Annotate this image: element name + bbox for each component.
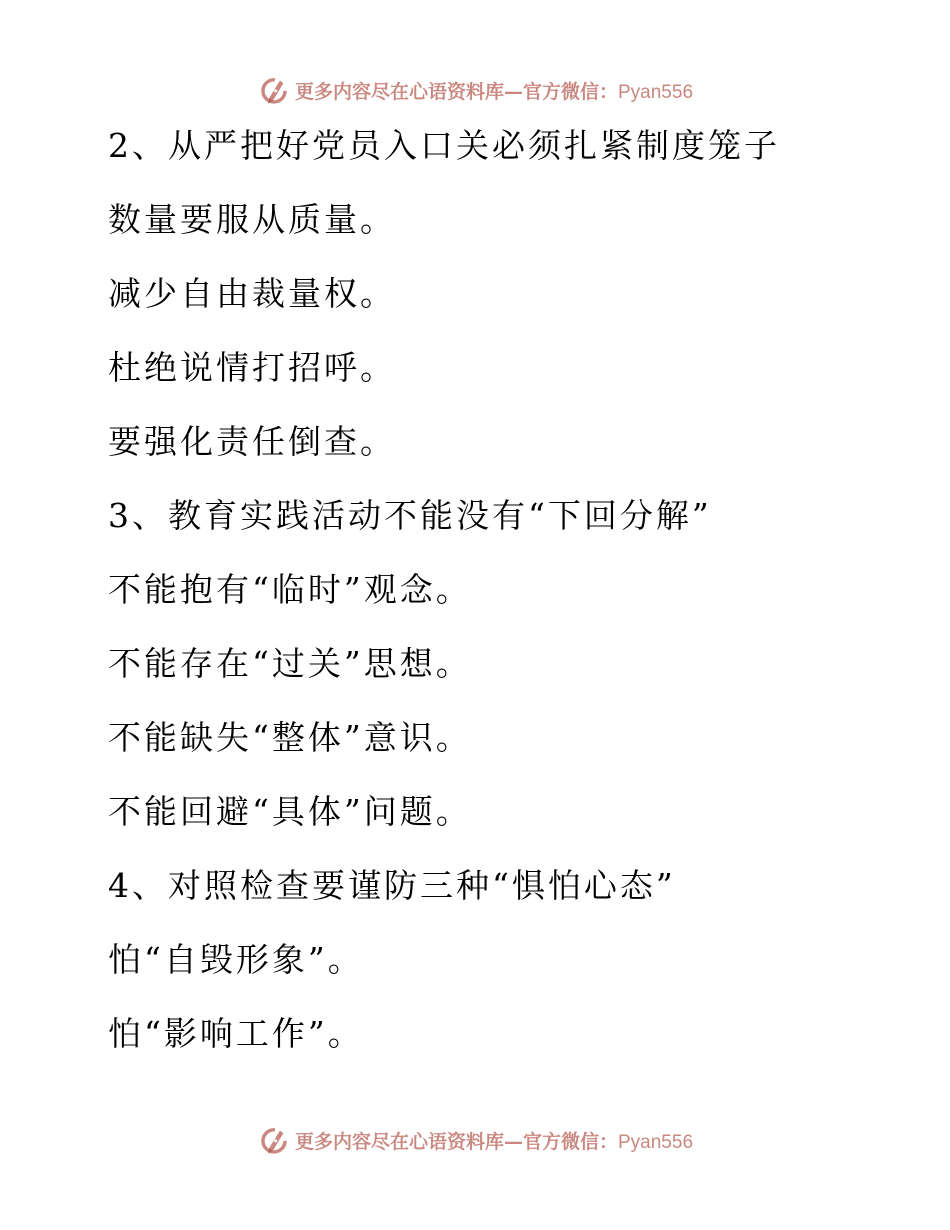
- text-line: 不能存在“过关”思想。: [108, 644, 472, 683]
- watermark-text: 更多内容尽在心语资料库—官方微信：Pyan556: [294, 1130, 694, 1153]
- footer-watermark-banner: [0, 1120, 950, 1160]
- heading-4: 4、对照检查要谨防三种“惧怕心态”: [108, 866, 676, 905]
- document-body: [108, 118, 908, 1080]
- text-line: 怕“影响工作”。: [108, 1014, 364, 1053]
- text-line: 不能抱有“临时”观念。: [108, 570, 472, 609]
- header-watermark-banner: [0, 70, 950, 110]
- watermark-text: 更多内容尽在心语资料库—官方微信：Pyan556: [294, 80, 694, 103]
- heading-2: 2、从严把好党员入口关必须扎紧制度笼子: [108, 126, 780, 165]
- text-line: 杜绝说情打招呼。: [108, 348, 396, 387]
- text-line: 减少自由裁量权。: [108, 274, 396, 313]
- text-line: 不能缺失“整体”意识。: [108, 718, 472, 757]
- text-line: 怕“自毁形象”。: [108, 940, 364, 979]
- heading-3: 3、教育实践活动不能没有“下回分解”: [108, 496, 712, 535]
- text-line: 要强化责任倒查。: [108, 422, 396, 461]
- text-line: 不能回避“具体”问题。: [108, 792, 472, 831]
- text-line: 数量要服从质量。: [108, 200, 396, 239]
- pen-nib-logo-icon: [257, 73, 291, 107]
- pen-nib-logo-icon: [257, 1123, 291, 1157]
